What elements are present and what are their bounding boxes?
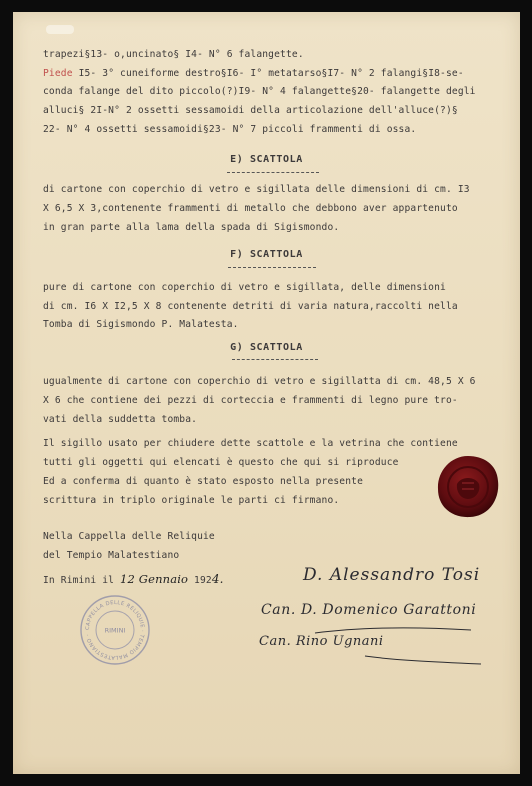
section-f-line-2: di cm. I6 X I2,5 X 8 contenente detriti di varia natura,raccolti nella: [43, 301, 458, 312]
ink-stamp: [79, 594, 151, 666]
closing-line-1: Il sigillo usato per chiudere dette scattole e la vetrina che contiene: [43, 438, 458, 449]
date-handwritten: 12 Gennaio: [120, 572, 189, 586]
section-f-line-3: Tomba di Sigismondo P. Malatesta.: [43, 319, 239, 330]
section-e-heading: E) SCATTOLA: [230, 154, 303, 165]
date-year: 192: [188, 575, 212, 586]
date-prefix: In Rimini il: [43, 575, 121, 586]
text-line-4: alluci§ 2I-N° 2 ossetti sessamoidi della articolazione dell'alluce(?)§: [43, 105, 458, 116]
section-f-underline: [228, 267, 316, 268]
section-e-line-1: di cartone con coperchio di vetro e sigillata delle dimensioni di cm. I3: [43, 184, 470, 195]
section-g-line-3: vati della suddetta tomba.: [43, 414, 198, 425]
place-line-1: Nella Cappella delle Reliquie: [43, 531, 215, 542]
stamp-ring-text: CAPPELLA DELLE RELIQUIE · TEMPIO MALATESTIANO ·: [84, 599, 146, 661]
paper-blemish: [46, 25, 74, 34]
section-f-line-1: pure di cartone con coperchio di vetro e sigillata, delle dimensioni: [43, 282, 446, 293]
piede-label: Piede: [43, 68, 73, 79]
text-line-3: conda falange del dito piccolo(?)I9- N° 4 falangette§20- falangette degli: [43, 86, 476, 97]
section-g-line-1: ugualmente di cartone con coperchio di vetro e sigillatta di cm. 48,5 X 6: [43, 376, 476, 387]
signature-2: Can. D. Domenico Garattoni: [261, 602, 477, 618]
section-g-underline: [232, 359, 318, 360]
closing-line-4: scrittura in triplo originale le parti ci firmano.: [43, 495, 340, 506]
signature-3: Can. Rino Ugnani: [259, 634, 384, 649]
section-f-heading: F) SCATTOLA: [230, 249, 303, 260]
wax-seal: [435, 454, 501, 520]
closing-line-2: tutti gli oggetti qui elencati è questo che qui si riproduce: [43, 457, 399, 468]
text-line-1: trapezi§13- o,uncinato§ I4- N° 6 falangette.: [43, 49, 304, 60]
date-line: [43, 572, 224, 586]
section-e-underline: [227, 172, 319, 173]
signature-1: D. Alessandro Tosi: [303, 565, 481, 585]
stamp-center-text: RIMINI: [104, 626, 126, 635]
text-line-2: [43, 68, 464, 79]
place-line-2: del Tempio Malatestiano: [43, 550, 180, 561]
section-g-line-2: X 6 che contiene dei pezzi di corteccia e frammenti di legno pure tro-: [43, 395, 458, 406]
date-year-handwritten: 4.: [211, 572, 224, 586]
section-e-line-3: in gran parte alla lama della spada di Sigismondo.: [43, 222, 340, 233]
text-line-5: 22- N° 4 ossetti sessamoidi§23- N° 7 piccoli frammenti di ossa.: [43, 124, 417, 135]
signature-3-flourish: [363, 652, 483, 666]
text-line-2-rest: I5- 3° cuneiforme destro§I6- I° metatarso§I7- N° 2 falangi§I8-se-: [72, 68, 464, 79]
section-g-heading: G) SCATTOLA: [230, 342, 303, 353]
closing-line-3: Ed a conferma di quanto è stato esposto nella presente: [43, 476, 363, 487]
document-page: [13, 12, 520, 774]
section-e-line-2: X 6,5 X 3,contenente frammenti di metallo che debbono aver appartenuto: [43, 203, 458, 214]
